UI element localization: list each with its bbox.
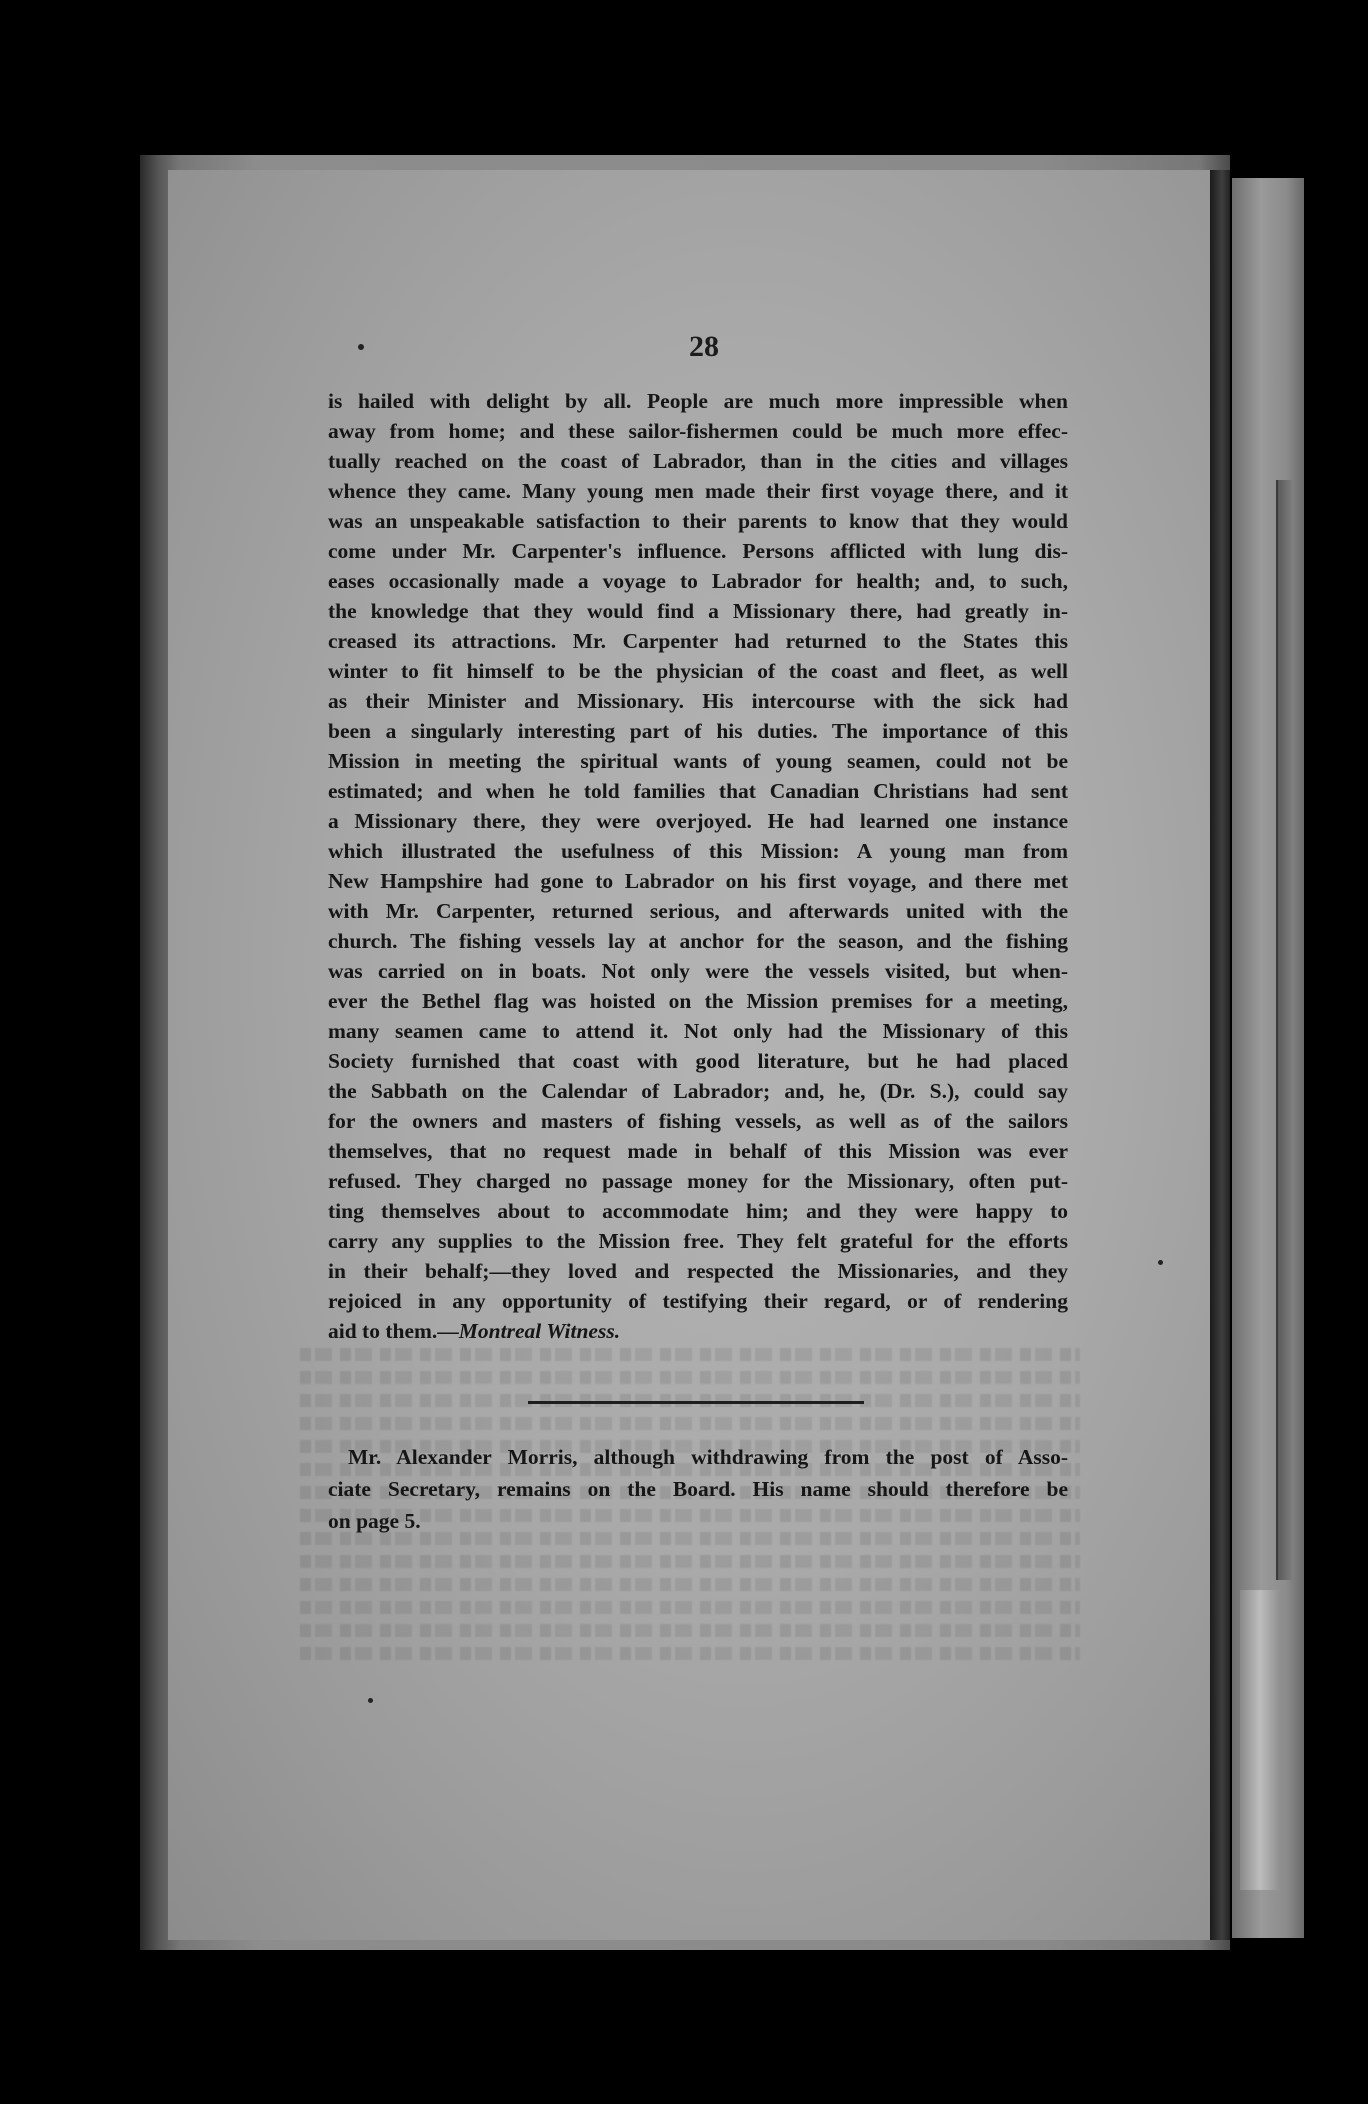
text-line: with Mr. Carpenter, returned serious, and afterwards united with the <box>328 899 1068 923</box>
text-line: church. The fishing vessels lay at anchor for the season, and the fishing <box>328 929 1068 953</box>
text-line: which illustrated the usefulness of this Mission: A young man from <box>328 839 1068 863</box>
speck-mark <box>1158 1260 1163 1265</box>
text-line: whence they came. Many young men made their first voyage there, and it <box>328 479 1068 503</box>
article-text <box>328 386 1068 1346</box>
section-divider <box>528 1401 864 1404</box>
note-line: ciate Secretary, remains on the Board. His name should therefore be <box>328 1477 1068 1501</box>
text-line: was carried on in boats. Not only were the vessels visited, but when- <box>328 959 1068 983</box>
text-line: themselves, that no request made in behalf of this Mission was ever <box>328 1139 1068 1163</box>
adjacent-page-highlight <box>1240 1590 1280 1890</box>
text-line: the Sabbath on the Calendar of Labrador; and, he, (Dr. S.), could say <box>328 1079 1068 1103</box>
text-line: Society furnished that coast with good literature, but he had placed <box>328 1049 1068 1073</box>
page-gutter <box>1210 170 1230 1940</box>
text-line: for the owners and masters of fishing vessels, as well as of the sailors <box>328 1109 1068 1133</box>
text-line: in their behalf;—they loved and respected the Missionaries, and they <box>328 1259 1068 1283</box>
correction-note <box>328 1441 1068 1537</box>
text-line: as their Minister and Missionary. His intercourse with the sick had <box>328 689 1068 713</box>
text-line: come under Mr. Carpenter's influence. Persons afflicted with lung dis- <box>328 539 1068 563</box>
text-line: been a singularly interesting part of his duties. The importance of this <box>328 719 1068 743</box>
text-line: New Hampshire had gone to Labrador on his first voyage, and there met <box>328 869 1068 893</box>
text-line: ever the Bethel flag was hoisted on the Mission premises for a meeting, <box>328 989 1068 1013</box>
page-number: 28 <box>689 330 719 363</box>
text-line: estimated; and when he told families that Canadian Christians had sent <box>328 779 1068 803</box>
show-through-text <box>300 1340 1080 1800</box>
note-line: Mr. Alexander Morris, although withdrawing from the post of Asso- <box>348 1445 1068 1469</box>
speck-mark <box>368 1698 373 1703</box>
source-attribution: Montreal Witness. <box>458 1319 621 1343</box>
text-line: away from home; and these sailor-fishermen could be much more effec- <box>328 419 1068 443</box>
text-line: carry any supplies to the Mission free. They felt grateful for the efforts <box>328 1229 1068 1253</box>
text-line: ting themselves about to accommodate him; and they were happy to <box>328 1199 1068 1223</box>
closing-text: aid to them.— <box>328 1319 459 1343</box>
text-line: a Missionary there, they were overjoyed. He had learned one instance <box>328 809 1068 833</box>
text-line: is hailed with delight by all. People are much more impressible when <box>328 389 1068 413</box>
text-line: the knowledge that they would find a Missionary there, had greatly in- <box>328 599 1068 623</box>
note-line: on page 5. <box>328 1509 421 1533</box>
text-line: tually reached on the coast of Labrador, than in the cities and villages <box>328 449 1068 473</box>
text-line-final <box>328 1316 1068 1346</box>
text-line: eases occasionally made a voyage to Labrador for health; and, to such, <box>328 569 1068 593</box>
text-line: winter to fit himself to be the physician of the coast and fleet, as well <box>328 659 1068 683</box>
text-line: was an unspeakable satisfaction to their parents to know that they would <box>328 509 1068 533</box>
adjacent-page-shadow <box>1276 480 1292 1580</box>
text-line: Mission in meeting the spiritual wants of young seamen, could not be <box>328 749 1068 773</box>
text-line: many seamen came to attend it. Not only had the Missionary of this <box>328 1019 1068 1043</box>
text-line: refused. They charged no passage money for the Missionary, often put- <box>328 1169 1068 1193</box>
text-line: creased its attractions. Mr. Carpenter had returned to the States this <box>328 629 1068 653</box>
text-line: rejoiced in any opportunity of testifying their regard, or of rendering <box>328 1289 1068 1313</box>
